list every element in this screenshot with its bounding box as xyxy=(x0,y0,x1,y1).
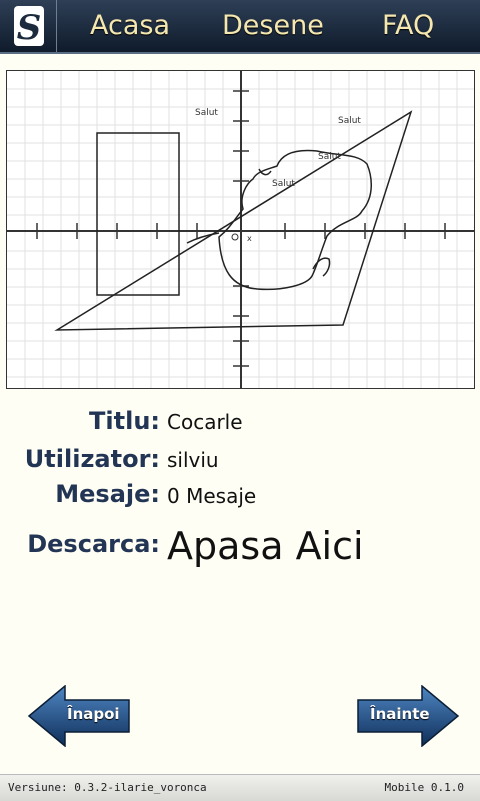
mobile-version-text: Mobile 0.1.0 xyxy=(384,781,464,794)
footer-bar xyxy=(0,774,480,801)
svg-text:S: S xyxy=(16,8,42,46)
next-button[interactable] xyxy=(356,685,460,747)
origin-marker xyxy=(232,234,238,240)
freehand-stroke-3 xyxy=(187,233,219,243)
back-button[interactable] xyxy=(27,685,131,747)
axis-x-label: x xyxy=(247,234,252,243)
drawing-label: Salut xyxy=(318,152,341,162)
version-text: Versiune: 0.3.2-ilarie_voronca xyxy=(8,781,207,794)
drawing-text-labels xyxy=(195,108,361,243)
nav-acasa[interactable]: Acasa xyxy=(90,10,170,41)
nav-faq[interactable]: FAQ xyxy=(382,10,435,41)
user-value: silviu xyxy=(167,448,219,472)
title-label: Titlu: xyxy=(89,407,160,435)
download-label: Descarca: xyxy=(27,530,160,558)
download-link[interactable]: Apasa Aici xyxy=(167,524,364,568)
drawing-canvas xyxy=(7,71,474,388)
messages-label: Mesaje: xyxy=(55,480,160,508)
app-logo[interactable] xyxy=(0,0,57,52)
drawing-label: Salut xyxy=(195,108,218,118)
drawing-preview[interactable] xyxy=(6,70,475,389)
top-navigation-bar xyxy=(0,0,480,54)
drawing-label: Salut xyxy=(338,116,361,126)
drawing-shapes xyxy=(57,112,411,330)
user-label: Utilizator: xyxy=(24,445,160,473)
back-button-label: Înapoi xyxy=(67,705,120,723)
rectangle-shape xyxy=(97,133,179,295)
next-button-label: Înainte xyxy=(370,705,430,723)
logo-s-icon xyxy=(14,6,44,46)
nav-desene[interactable]: Desene xyxy=(222,10,324,41)
drawing-label: Salut xyxy=(272,179,295,189)
messages-value[interactable]: 0 Mesaje xyxy=(167,484,257,508)
title-value: Cocarle xyxy=(167,410,243,434)
